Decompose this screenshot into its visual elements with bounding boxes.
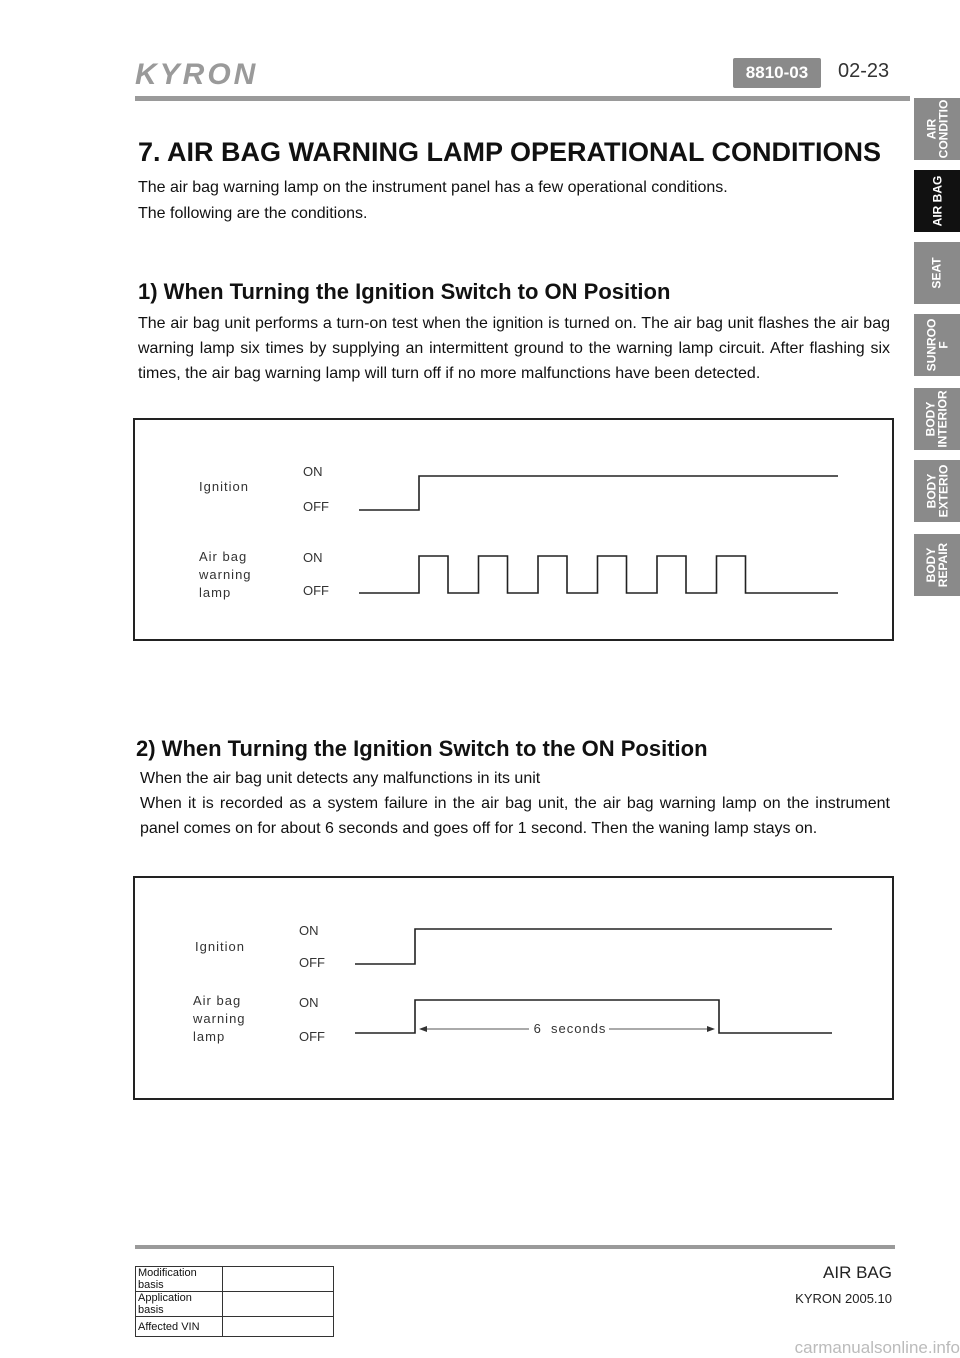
airbag-lamp-label: Air bag warning lamp [199, 549, 252, 600]
timing-diagram-2 [133, 876, 894, 1100]
side-tab-body-repair[interactable] [914, 534, 960, 596]
affected-vin-label: Affected VIN [136, 1317, 223, 1337]
affected-vin-value [223, 1317, 334, 1337]
intro-line: The following are the conditions. [138, 205, 368, 222]
section1-body: The air bag unit performs a turn-on test when the ignition is turned on. The air bag unit flashes the air bag warning lamp six times by supplying an intermittent ground to the warning lamp circuit. After flashing six times, the air bag warning lamp will turn off if no more malfunctions have been detected. [138, 315, 890, 382]
application-basis-value [223, 1292, 334, 1317]
timing-waveforms-2 [135, 878, 892, 1098]
arrowhead-right-icon [707, 1026, 715, 1032]
application-basis-label: Application basis [136, 1292, 223, 1317]
timing-waveforms-1 [135, 420, 892, 639]
intro-line: The air bag warning lamp on the instrument panel has a few operational conditions. [138, 179, 728, 196]
side-tab-label: BODY INTERIOR [924, 390, 950, 448]
section2-line1: When the air bag unit detects any malfunctions in its unit [140, 770, 541, 787]
footer-rule [135, 1245, 895, 1249]
lamp-on-label: ON [299, 995, 319, 1010]
ignition-off-label: OFF [299, 955, 325, 970]
ignition-off-label: OFF [303, 499, 329, 514]
lamp-off-label: OFF [303, 583, 329, 598]
side-tab-label: SEAT [930, 257, 944, 289]
watermark: carmanualsonline.info [794, 1338, 960, 1357]
side-tab-body-interior[interactable] [914, 388, 960, 450]
modification-basis-label: Modification basis [136, 1267, 223, 1292]
side-tab-sunroof[interactable] [914, 314, 960, 376]
ignition-waveform [355, 929, 832, 964]
footer-section-title: AIR BAG [823, 1263, 892, 1282]
ignition-label: Ignition [199, 479, 249, 494]
modification-basis-value [223, 1267, 334, 1292]
side-tab-label: AIR CONDITIO [924, 99, 951, 159]
table-row [136, 1317, 334, 1337]
side-tab-body-exterior[interactable] [914, 460, 960, 522]
lamp-on-label: ON [303, 550, 323, 565]
ignition-waveform [359, 476, 838, 510]
section2-heading: 2) When Turning the Ignition Switch to the ON Position [136, 736, 708, 761]
lamp-flash-waveform [359, 556, 838, 593]
lamp-off-label: OFF [299, 1029, 325, 1044]
duration-label: 6 seconds [533, 1021, 607, 1036]
intro-text [138, 175, 888, 227]
ignition-on-label: ON [299, 923, 319, 938]
brand-logo: KYRON [135, 58, 259, 91]
header-rule [135, 96, 910, 101]
page-title: 7. AIR BAG WARNING LAMP OPERATIONAL CONDITIONS [138, 137, 882, 167]
section-code-badge: 8810-03 [733, 58, 821, 88]
table-row [136, 1292, 334, 1317]
ignition-label: Ignition [195, 939, 245, 954]
section2-body: When it is recorded as a system failure in the air bag unit, the air bag warning lamp on the instrument panel comes on for about 6 seconds and goes off for 1 second. Then the waning lamp stays on. [140, 795, 890, 837]
table-row [136, 1267, 334, 1292]
arrowhead-left-icon [419, 1026, 427, 1032]
side-tab-seat[interactable] [914, 242, 960, 304]
page-number: 02-23 [838, 60, 890, 82]
airbag-lamp-label: Air bag warning lamp [193, 993, 246, 1044]
modification-table [135, 1266, 334, 1337]
side-tab-label: BODY REPAIR [923, 542, 950, 588]
timing-diagram-1 [133, 418, 894, 641]
side-tab-label: AIR BAG [930, 175, 945, 227]
side-tab-label: SUNROO F [924, 318, 951, 372]
section1-heading: 1) When Turning the Ignition Switch to ON Position [138, 279, 671, 304]
side-tab-label: BODY EXTERIO [924, 464, 950, 518]
footer-model-date: KYRON 2005.10 [795, 1291, 892, 1306]
side-tab-air-bag[interactable] [914, 170, 960, 232]
side-tab-air-conditioning[interactable] [914, 98, 960, 160]
ignition-on-label: ON [303, 464, 323, 479]
